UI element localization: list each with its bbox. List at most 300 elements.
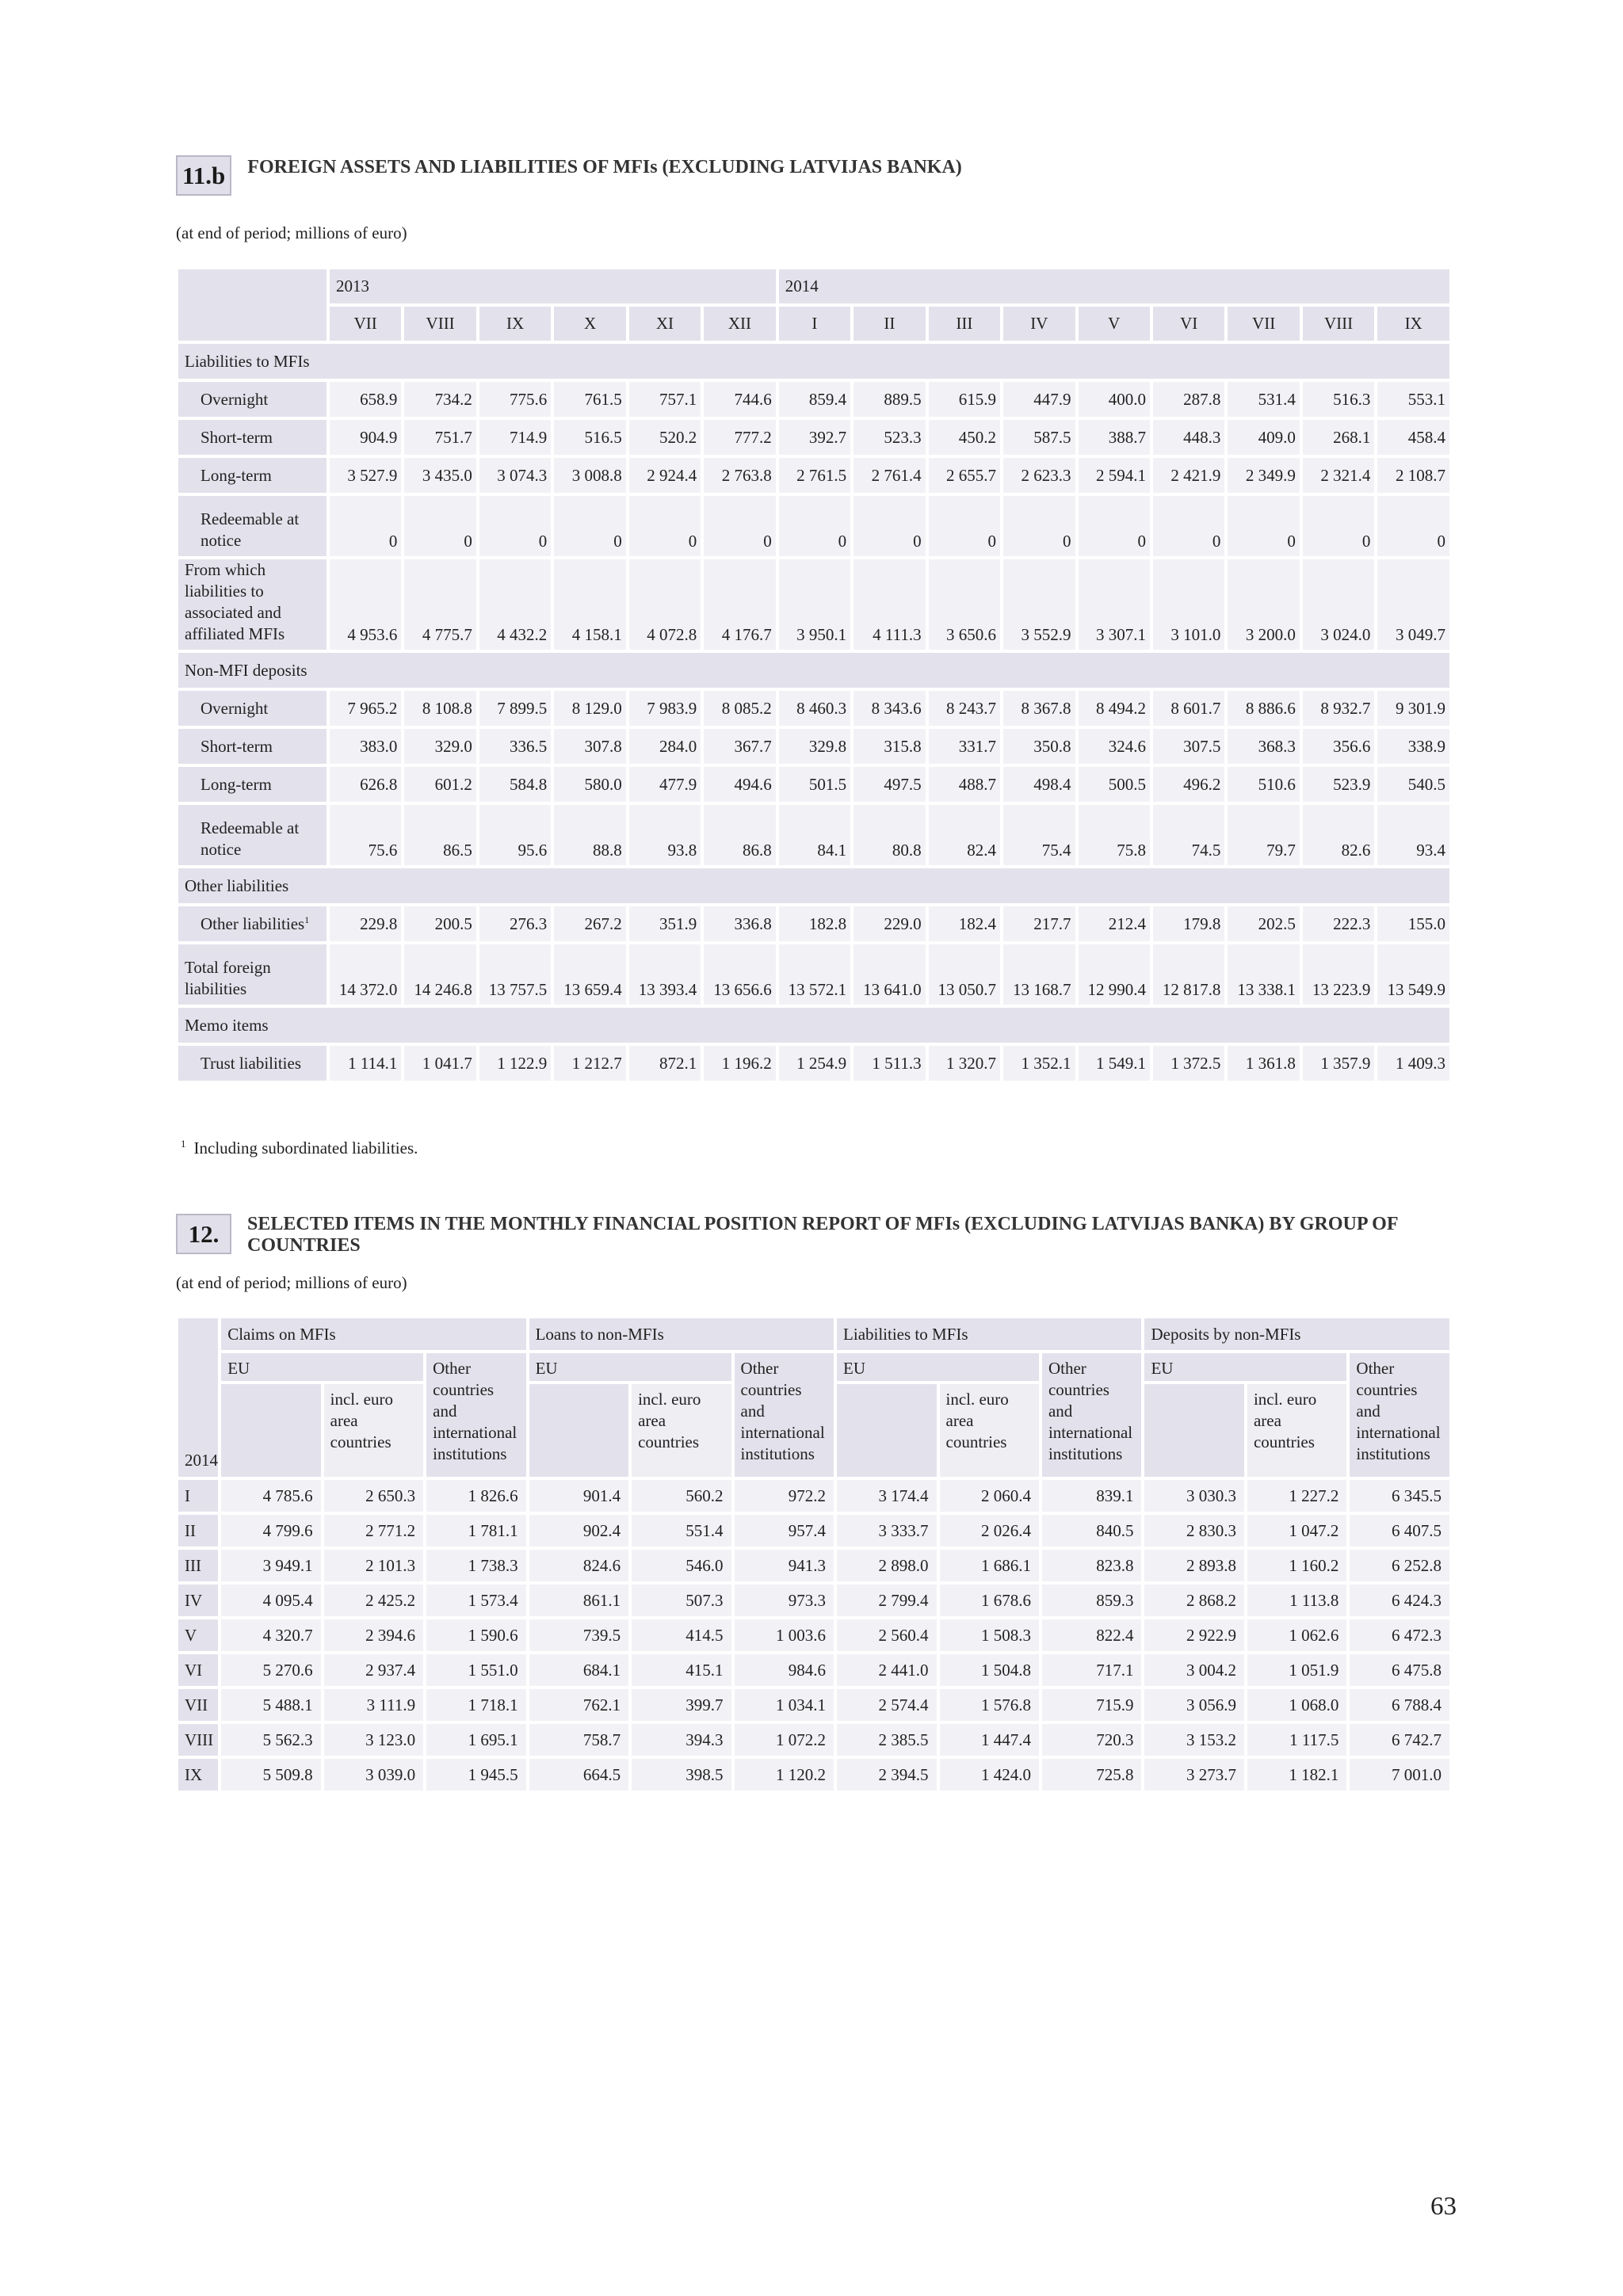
- table-row: [178, 559, 1449, 650]
- value-cell: 350.8: [1003, 729, 1075, 764]
- row-label: Overnight: [178, 691, 327, 726]
- value-cell: 2 394.6: [324, 1619, 423, 1651]
- value-cell: 8 601.7: [1153, 691, 1224, 726]
- value-cell: 0: [554, 496, 625, 556]
- value-cell: 3 333.7: [837, 1515, 936, 1547]
- value-cell: 725.8: [1042, 1759, 1142, 1791]
- value-cell: 1 051.9: [1247, 1654, 1346, 1686]
- value-cell: 12 990.4: [1079, 944, 1150, 1005]
- value-cell: 1 196.2: [704, 1046, 775, 1081]
- value-cell: 268.1: [1303, 420, 1374, 455]
- value-cell: 720.3: [1042, 1724, 1142, 1756]
- value-cell: 267.2: [554, 906, 625, 941]
- value-cell: 761.5: [554, 382, 625, 417]
- value-cell: 1 357.9: [1303, 1046, 1374, 1081]
- value-cell: 1 068.0: [1247, 1689, 1346, 1721]
- value-cell: 1 678.6: [940, 1585, 1039, 1616]
- header-blank: [529, 1384, 628, 1477]
- value-cell: 4 176.7: [704, 559, 775, 650]
- value-cell: 3 039.0: [324, 1759, 423, 1791]
- value-cell: 496.2: [1153, 767, 1224, 802]
- value-cell: 5 488.1: [221, 1689, 320, 1721]
- value-cell: 0: [1079, 496, 1150, 556]
- month-header: VIII: [1303, 307, 1374, 341]
- month-header: VIII: [404, 307, 475, 341]
- value-cell: 2 650.3: [324, 1480, 423, 1512]
- table-row: [178, 1046, 1449, 1081]
- value-cell: 658.9: [330, 382, 401, 417]
- header-blank: [221, 1384, 320, 1477]
- row-label: Total foreign liabilities: [178, 944, 327, 1005]
- value-cell: 510.6: [1228, 767, 1299, 802]
- value-cell: 3 030.3: [1144, 1480, 1243, 1512]
- value-cell: 13 656.6: [704, 944, 775, 1005]
- value-cell: 2 101.3: [324, 1550, 423, 1581]
- other-countries-header: Other countries and international institutions: [1042, 1353, 1142, 1477]
- table-row: [178, 691, 1449, 726]
- value-cell: 14 372.0: [330, 944, 401, 1005]
- value-cell: 904.9: [330, 420, 401, 455]
- value-cell: 336.8: [704, 906, 775, 941]
- value-cell: 615.9: [929, 382, 1000, 417]
- value-cell: 2 868.2: [1144, 1585, 1243, 1616]
- value-cell: 179.8: [1153, 906, 1224, 941]
- value-cell: 520.2: [629, 420, 701, 455]
- table-row: [178, 1550, 1449, 1581]
- value-cell: 584.8: [479, 767, 551, 802]
- value-cell: 3 004.2: [1144, 1654, 1243, 1686]
- value-cell: 75.6: [330, 805, 401, 865]
- value-cell: 1 117.5: [1247, 1724, 1346, 1756]
- value-cell: 901.4: [529, 1480, 628, 1512]
- value-cell: 8 886.6: [1228, 691, 1299, 726]
- value-cell: 6 424.3: [1350, 1585, 1449, 1616]
- value-cell: 3 111.9: [324, 1689, 423, 1721]
- value-cell: 889.5: [854, 382, 925, 417]
- value-cell: 902.4: [529, 1515, 628, 1547]
- value-cell: 4 111.3: [854, 559, 925, 650]
- value-cell: 448.3: [1153, 420, 1224, 455]
- value-cell: 840.5: [1042, 1515, 1142, 1547]
- value-cell: 2 623.3: [1003, 458, 1075, 493]
- value-cell: 8 243.7: [929, 691, 1000, 726]
- value-cell: 155.0: [1377, 906, 1449, 941]
- month-header: VII: [330, 307, 401, 341]
- row-label: Redeemable at notice: [178, 805, 327, 865]
- value-cell: 217.7: [1003, 906, 1075, 941]
- table-row: [178, 1353, 1449, 1381]
- month-label: V: [178, 1619, 218, 1651]
- value-cell: 1 686.1: [940, 1550, 1039, 1581]
- section-number: 12.: [176, 1214, 231, 1254]
- value-cell: 601.2: [404, 767, 475, 802]
- header-blank: [1144, 1384, 1243, 1477]
- value-cell: 3 074.3: [479, 458, 551, 493]
- value-cell: 2 924.4: [629, 458, 701, 493]
- table-row: [178, 1654, 1449, 1686]
- month-header: V: [1079, 307, 1150, 341]
- table-row: [178, 1515, 1449, 1547]
- value-cell: 957.4: [735, 1515, 834, 1547]
- value-cell: 1 034.1: [735, 1689, 834, 1721]
- value-cell: 516.3: [1303, 382, 1374, 417]
- value-cell: 1 781.1: [426, 1515, 525, 1547]
- value-cell: 6 252.8: [1350, 1550, 1449, 1581]
- value-cell: 984.6: [735, 1654, 834, 1686]
- month-label: IX: [178, 1759, 218, 1791]
- table-row: [178, 1480, 1449, 1512]
- value-cell: 307.5: [1153, 729, 1224, 764]
- value-cell: 744.6: [704, 382, 775, 417]
- group-header: Claims on MFIs: [221, 1318, 525, 1350]
- value-cell: 182.4: [929, 906, 1000, 941]
- foreign-assets-liabilities-table: [175, 266, 1453, 1084]
- month-header: IX: [1377, 307, 1449, 341]
- footnote: $^1$ Including subordinated liabilities.: [181, 1138, 418, 1158]
- row-label: Short-term: [178, 420, 327, 455]
- value-cell: 546.0: [632, 1550, 731, 1581]
- value-cell: 3 200.0: [1228, 559, 1299, 650]
- month-header: VI: [1153, 307, 1224, 341]
- value-cell: 5 270.6: [221, 1654, 320, 1686]
- value-cell: 0: [1003, 496, 1075, 556]
- value-cell: 14 246.8: [404, 944, 475, 1005]
- other-countries-header: Other countries and international institutions: [1350, 1353, 1449, 1477]
- value-cell: 2 763.8: [704, 458, 775, 493]
- value-cell: 2 922.9: [1144, 1619, 1243, 1651]
- value-cell: 664.5: [529, 1759, 628, 1791]
- value-cell: 447.9: [1003, 382, 1075, 417]
- value-cell: 4 072.8: [629, 559, 701, 650]
- value-cell: 1 447.4: [940, 1724, 1039, 1756]
- value-cell: 5 509.8: [221, 1759, 320, 1791]
- value-cell: 182.8: [779, 906, 850, 941]
- value-cell: 822.4: [1042, 1619, 1142, 1651]
- value-cell: 1 409.3: [1377, 1046, 1449, 1081]
- value-cell: 3 024.0: [1303, 559, 1374, 650]
- month-header: X: [554, 307, 625, 341]
- value-cell: 329.0: [404, 729, 475, 764]
- value-cell: 329.8: [779, 729, 850, 764]
- value-cell: 276.3: [479, 906, 551, 941]
- value-cell: 367.7: [704, 729, 775, 764]
- value-cell: 6 472.3: [1350, 1619, 1449, 1651]
- value-cell: 1 549.1: [1079, 1046, 1150, 1081]
- value-cell: 2 761.5: [779, 458, 850, 493]
- table-row: [178, 382, 1449, 417]
- value-cell: 2 799.4: [837, 1585, 936, 1616]
- section-12-header: [176, 1214, 1484, 1257]
- table-row: [178, 307, 1449, 341]
- value-cell: 86.8: [704, 805, 775, 865]
- month-header: IX: [479, 307, 551, 341]
- value-cell: 1 182.1: [1247, 1759, 1346, 1791]
- row-label: Long-term: [178, 458, 327, 493]
- value-cell: 477.9: [629, 767, 701, 802]
- value-cell: 82.6: [1303, 805, 1374, 865]
- value-cell: 229.8: [330, 906, 401, 941]
- value-cell: 222.3: [1303, 906, 1374, 941]
- table-row: [178, 805, 1449, 865]
- value-cell: 715.9: [1042, 1689, 1142, 1721]
- value-cell: 824.6: [529, 1550, 628, 1581]
- value-cell: 941.3: [735, 1550, 834, 1581]
- page-number: 63: [1430, 2192, 1457, 2221]
- value-cell: 0: [704, 496, 775, 556]
- value-cell: 0: [479, 496, 551, 556]
- value-cell: 8 085.2: [704, 691, 775, 726]
- table-row: [178, 1619, 1449, 1651]
- value-cell: 1 113.8: [1247, 1585, 1346, 1616]
- table-row: [178, 767, 1449, 802]
- value-cell: 1 361.8: [1228, 1046, 1299, 1081]
- value-cell: 739.5: [529, 1619, 628, 1651]
- value-cell: 523.3: [854, 420, 925, 455]
- value-cell: 3 123.0: [324, 1724, 423, 1756]
- value-cell: 540.5: [1377, 767, 1449, 802]
- value-cell: 516.5: [554, 420, 625, 455]
- value-cell: 4 775.7: [404, 559, 475, 650]
- month-header: III: [929, 307, 1000, 341]
- value-cell: 458.4: [1377, 420, 1449, 455]
- value-cell: 4 320.7: [221, 1619, 320, 1651]
- value-cell: 1 504.8: [940, 1654, 1039, 1686]
- row-label: Overnight: [178, 382, 327, 417]
- table-row: [178, 944, 1449, 1005]
- value-cell: 4 158.1: [554, 559, 625, 650]
- value-cell: 13 572.1: [779, 944, 850, 1005]
- month-header: VII: [1228, 307, 1299, 341]
- category-header: Liabilities to MFIs: [178, 344, 1449, 379]
- value-cell: 0: [330, 496, 401, 556]
- value-cell: 2 349.9: [1228, 458, 1299, 493]
- table-row: [178, 420, 1449, 455]
- value-cell: 368.3: [1228, 729, 1299, 764]
- value-cell: 2 898.0: [837, 1550, 936, 1581]
- table-row: [178, 1585, 1449, 1616]
- value-cell: 1 047.2: [1247, 1515, 1346, 1547]
- month-label: II: [178, 1515, 218, 1547]
- other-countries-header: Other countries and international institutions: [426, 1353, 525, 1477]
- table-row: [178, 1689, 1449, 1721]
- value-cell: 1 573.4: [426, 1585, 525, 1616]
- value-cell: 1 508.3: [940, 1619, 1039, 1651]
- table-row: [178, 496, 1449, 556]
- value-cell: 7 983.9: [629, 691, 701, 726]
- value-cell: 497.5: [854, 767, 925, 802]
- value-cell: 859.3: [1042, 1585, 1142, 1616]
- value-cell: 9 301.9: [1377, 691, 1449, 726]
- value-cell: 1 576.8: [940, 1689, 1039, 1721]
- value-cell: 414.5: [632, 1619, 731, 1651]
- value-cell: 13 659.4: [554, 944, 625, 1005]
- value-cell: 523.9: [1303, 767, 1374, 802]
- table-row: [178, 344, 1449, 379]
- value-cell: 626.8: [330, 767, 401, 802]
- month-header: IV: [1003, 307, 1075, 341]
- month-label: VIII: [178, 1724, 218, 1756]
- value-cell: 762.1: [529, 1689, 628, 1721]
- value-cell: 1 945.5: [426, 1759, 525, 1791]
- header-blank: [837, 1384, 936, 1477]
- category-header: Non-MFI deposits: [178, 653, 1449, 688]
- unit-note: (at end of period; millions of euro): [176, 1273, 407, 1292]
- value-cell: 0: [404, 496, 475, 556]
- month-label: I: [178, 1480, 218, 1512]
- value-cell: 1 718.1: [426, 1689, 525, 1721]
- value-cell: 500.5: [1079, 767, 1150, 802]
- value-cell: 501.5: [779, 767, 850, 802]
- value-cell: 2 655.7: [929, 458, 1000, 493]
- table-row: [178, 1318, 1449, 1350]
- value-cell: 714.9: [479, 420, 551, 455]
- value-cell: 4 095.4: [221, 1585, 320, 1616]
- value-cell: 3 552.9: [1003, 559, 1075, 650]
- value-cell: 2 421.9: [1153, 458, 1224, 493]
- value-cell: 3 101.0: [1153, 559, 1224, 650]
- value-cell: 13 641.0: [854, 944, 925, 1005]
- value-cell: 1 003.6: [735, 1619, 834, 1651]
- month-label: VII: [178, 1689, 218, 1721]
- value-cell: 400.0: [1079, 382, 1150, 417]
- row-label: Trust liabilities: [178, 1046, 327, 1081]
- value-cell: 507.3: [632, 1585, 731, 1616]
- value-cell: 717.1: [1042, 1654, 1142, 1686]
- value-cell: 1 227.2: [1247, 1480, 1346, 1512]
- value-cell: 95.6: [479, 805, 551, 865]
- value-cell: 315.8: [854, 729, 925, 764]
- value-cell: 3 056.9: [1144, 1689, 1243, 1721]
- value-cell: 2 761.4: [854, 458, 925, 493]
- value-cell: 336.5: [479, 729, 551, 764]
- value-cell: 3 153.2: [1144, 1724, 1243, 1756]
- value-cell: 356.6: [1303, 729, 1374, 764]
- value-cell: 3 174.4: [837, 1480, 936, 1512]
- value-cell: 1 041.7: [404, 1046, 475, 1081]
- value-cell: 8 460.3: [779, 691, 850, 726]
- value-cell: 13 338.1: [1228, 944, 1299, 1005]
- row-label: Short-term: [178, 729, 327, 764]
- value-cell: 2 425.2: [324, 1585, 423, 1616]
- value-cell: 13 050.7: [929, 944, 1000, 1005]
- value-cell: 1 590.6: [426, 1619, 525, 1651]
- value-cell: 93.4: [1377, 805, 1449, 865]
- value-cell: 1 320.7: [929, 1046, 1000, 1081]
- value-cell: 75.8: [1079, 805, 1150, 865]
- value-cell: 1 254.9: [779, 1046, 850, 1081]
- value-cell: 5 562.3: [221, 1724, 320, 1756]
- value-cell: 79.7: [1228, 805, 1299, 865]
- value-cell: 93.8: [629, 805, 701, 865]
- eu-header: EU: [529, 1353, 731, 1381]
- incl-euro-area-header: incl. euro area countries: [940, 1384, 1039, 1477]
- row-label: Other liabilities$^1$: [178, 906, 327, 941]
- year-corner: 2014: [178, 1318, 218, 1477]
- value-cell: 0: [629, 496, 701, 556]
- value-cell: 287.8: [1153, 382, 1224, 417]
- row-label: Redeemable at notice: [178, 496, 327, 556]
- section-title: SELECTED ITEMS IN THE MONTHLY FINANCIAL POSITION REPORT OF MFIs (EXCLUDING LATVIJAS BANKA) BY GROUP OF COUNTRIES: [247, 1214, 1398, 1256]
- value-cell: 4 785.6: [221, 1480, 320, 1512]
- value-cell: 1 551.0: [426, 1654, 525, 1686]
- table-row: [178, 1008, 1449, 1043]
- value-cell: 2 560.4: [837, 1619, 936, 1651]
- value-cell: 8 129.0: [554, 691, 625, 726]
- value-cell: 1 120.2: [735, 1759, 834, 1791]
- value-cell: 7 965.2: [330, 691, 401, 726]
- value-cell: 392.7: [779, 420, 850, 455]
- eu-header: EU: [221, 1353, 423, 1381]
- group-header: Liabilities to MFIs: [837, 1318, 1141, 1350]
- table-row: [178, 906, 1449, 941]
- value-cell: 2 321.4: [1303, 458, 1374, 493]
- month-header: XI: [629, 307, 701, 341]
- value-cell: 1 372.5: [1153, 1046, 1224, 1081]
- value-cell: 8 343.6: [854, 691, 925, 726]
- value-cell: 2 830.3: [1144, 1515, 1243, 1547]
- value-cell: 3 949.1: [221, 1550, 320, 1581]
- value-cell: 84.1: [779, 805, 850, 865]
- value-cell: 553.1: [1377, 382, 1449, 417]
- value-cell: 4 799.6: [221, 1515, 320, 1547]
- value-cell: 734.2: [404, 382, 475, 417]
- unit-note: (at end of period; millions of euro): [176, 223, 407, 242]
- value-cell: 7 001.0: [1350, 1759, 1449, 1791]
- value-cell: 494.6: [704, 767, 775, 802]
- value-cell: 488.7: [929, 767, 1000, 802]
- value-cell: 6 345.5: [1350, 1480, 1449, 1512]
- category-header: Other liabilities: [178, 868, 1449, 903]
- value-cell: 0: [1228, 496, 1299, 556]
- value-cell: 74.5: [1153, 805, 1224, 865]
- value-cell: 415.1: [632, 1654, 731, 1686]
- value-cell: 1 072.2: [735, 1724, 834, 1756]
- month-label: III: [178, 1550, 218, 1581]
- value-cell: 859.4: [779, 382, 850, 417]
- value-cell: 1 424.0: [940, 1759, 1039, 1791]
- value-cell: 13 168.7: [1003, 944, 1075, 1005]
- value-cell: 1 695.1: [426, 1724, 525, 1756]
- value-cell: 398.5: [632, 1759, 731, 1791]
- value-cell: 757.1: [629, 382, 701, 417]
- value-cell: 2 108.7: [1377, 458, 1449, 493]
- value-cell: 383.0: [330, 729, 401, 764]
- value-cell: 75.4: [1003, 805, 1075, 865]
- value-cell: 1 826.6: [426, 1480, 525, 1512]
- category-header: Memo items: [178, 1008, 1449, 1043]
- value-cell: 8 108.8: [404, 691, 475, 726]
- value-cell: 551.4: [632, 1515, 731, 1547]
- value-cell: 2 771.2: [324, 1515, 423, 1547]
- value-cell: 399.7: [632, 1689, 731, 1721]
- value-cell: 13 223.9: [1303, 944, 1374, 1005]
- value-cell: 324.6: [1079, 729, 1150, 764]
- value-cell: 777.2: [704, 420, 775, 455]
- value-cell: 3 435.0: [404, 458, 475, 493]
- value-cell: 2 060.4: [940, 1480, 1039, 1512]
- value-cell: 1 511.3: [854, 1046, 925, 1081]
- value-cell: 3 049.7: [1377, 559, 1449, 650]
- month-label: IV: [178, 1585, 218, 1616]
- value-cell: 284.0: [629, 729, 701, 764]
- value-cell: 200.5: [404, 906, 475, 941]
- value-cell: 3 307.1: [1079, 559, 1150, 650]
- value-cell: 0: [1303, 496, 1374, 556]
- value-cell: 560.2: [632, 1480, 731, 1512]
- value-cell: 6 742.7: [1350, 1724, 1449, 1756]
- value-cell: 587.5: [1003, 420, 1075, 455]
- value-cell: 2 394.5: [837, 1759, 936, 1791]
